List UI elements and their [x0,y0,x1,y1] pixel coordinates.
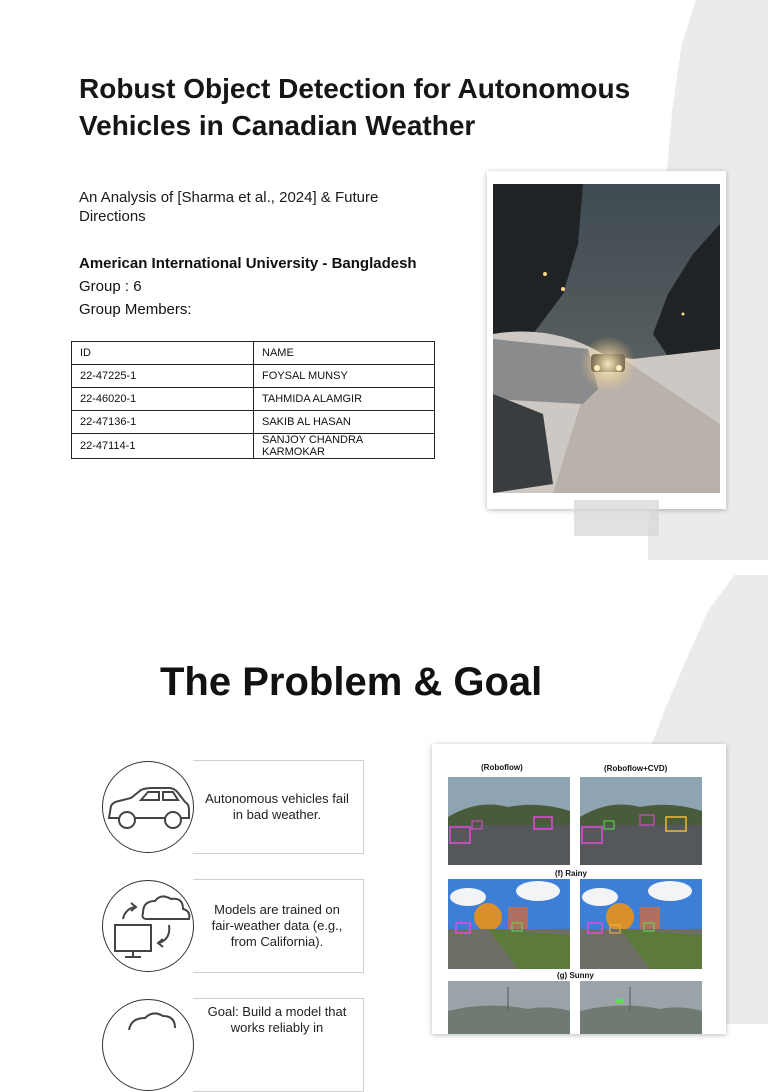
members-table [71,341,435,459]
tape-decoration [574,500,659,536]
member-name: FOYSAL MUNSY [254,365,435,388]
detection-comparison-figure [432,744,726,1034]
member-name: SAKIB AL HASAN [254,411,435,434]
figure-row-label: (f) Rainy [555,869,587,878]
slide-subtitle: An Analysis of [Sharma et al., 2024] & Future Directions [79,189,379,225]
problem-item-goal [102,998,364,1092]
group-number: Group : 6 [79,278,142,295]
member-id: 22-47225-1 [72,365,254,388]
slide-title: Robust Object Detection for Autonomous Vehicles in Canadian Weather [79,73,631,141]
table-header-id: ID [72,342,254,365]
rainy-roboflow-image [448,777,570,865]
member-id: 22-47136-1 [72,411,254,434]
university-name: American International University - Bangladesh [79,255,417,272]
car-icon [102,761,194,853]
problem-item-bad-weather [102,760,364,854]
member-name: SANJOY CHANDRA KARMOKAR [254,434,435,459]
table-header-row [72,342,435,365]
member-id: 22-47114-1 [72,434,254,459]
problem-item-fair-weather-data [102,879,364,973]
cloud-computer-icon [102,880,194,972]
table-row [72,365,435,388]
member-name: TAHMIDA ALAMGIR [254,388,435,411]
item-text: Autonomous vehicles fail in bad weather. [205,791,349,822]
figure-column-label: (Roboflow+CVD) [604,764,668,773]
table-row [72,411,435,434]
sunny-roboflow-cvd-image [580,879,702,969]
item-text: Models are trained on fair-weather data (e.g., from California). [211,902,343,949]
group-members-label: Group Members: [79,301,192,318]
sunny-roboflow-image [448,879,570,969]
overcast-roboflow-cvd-image [580,981,702,1034]
item-text: Goal: Build a model that works reliably in [207,1004,347,1035]
snowy-street-photo-frame [487,171,726,509]
figure-column-label: (Roboflow) [481,763,523,772]
slide2-title: The Problem & Goal [160,660,543,704]
table-header-name: NAME [254,342,435,365]
member-id: 22-46020-1 [72,388,254,411]
snowy-street-photo [493,184,720,493]
table-row [72,434,435,459]
table-row [72,388,435,411]
overcast-roboflow-image [448,981,570,1034]
rainy-roboflow-cvd-image [580,777,702,865]
cloud-icon [102,999,194,1091]
figure-row-label: (g) Sunny [557,971,594,980]
